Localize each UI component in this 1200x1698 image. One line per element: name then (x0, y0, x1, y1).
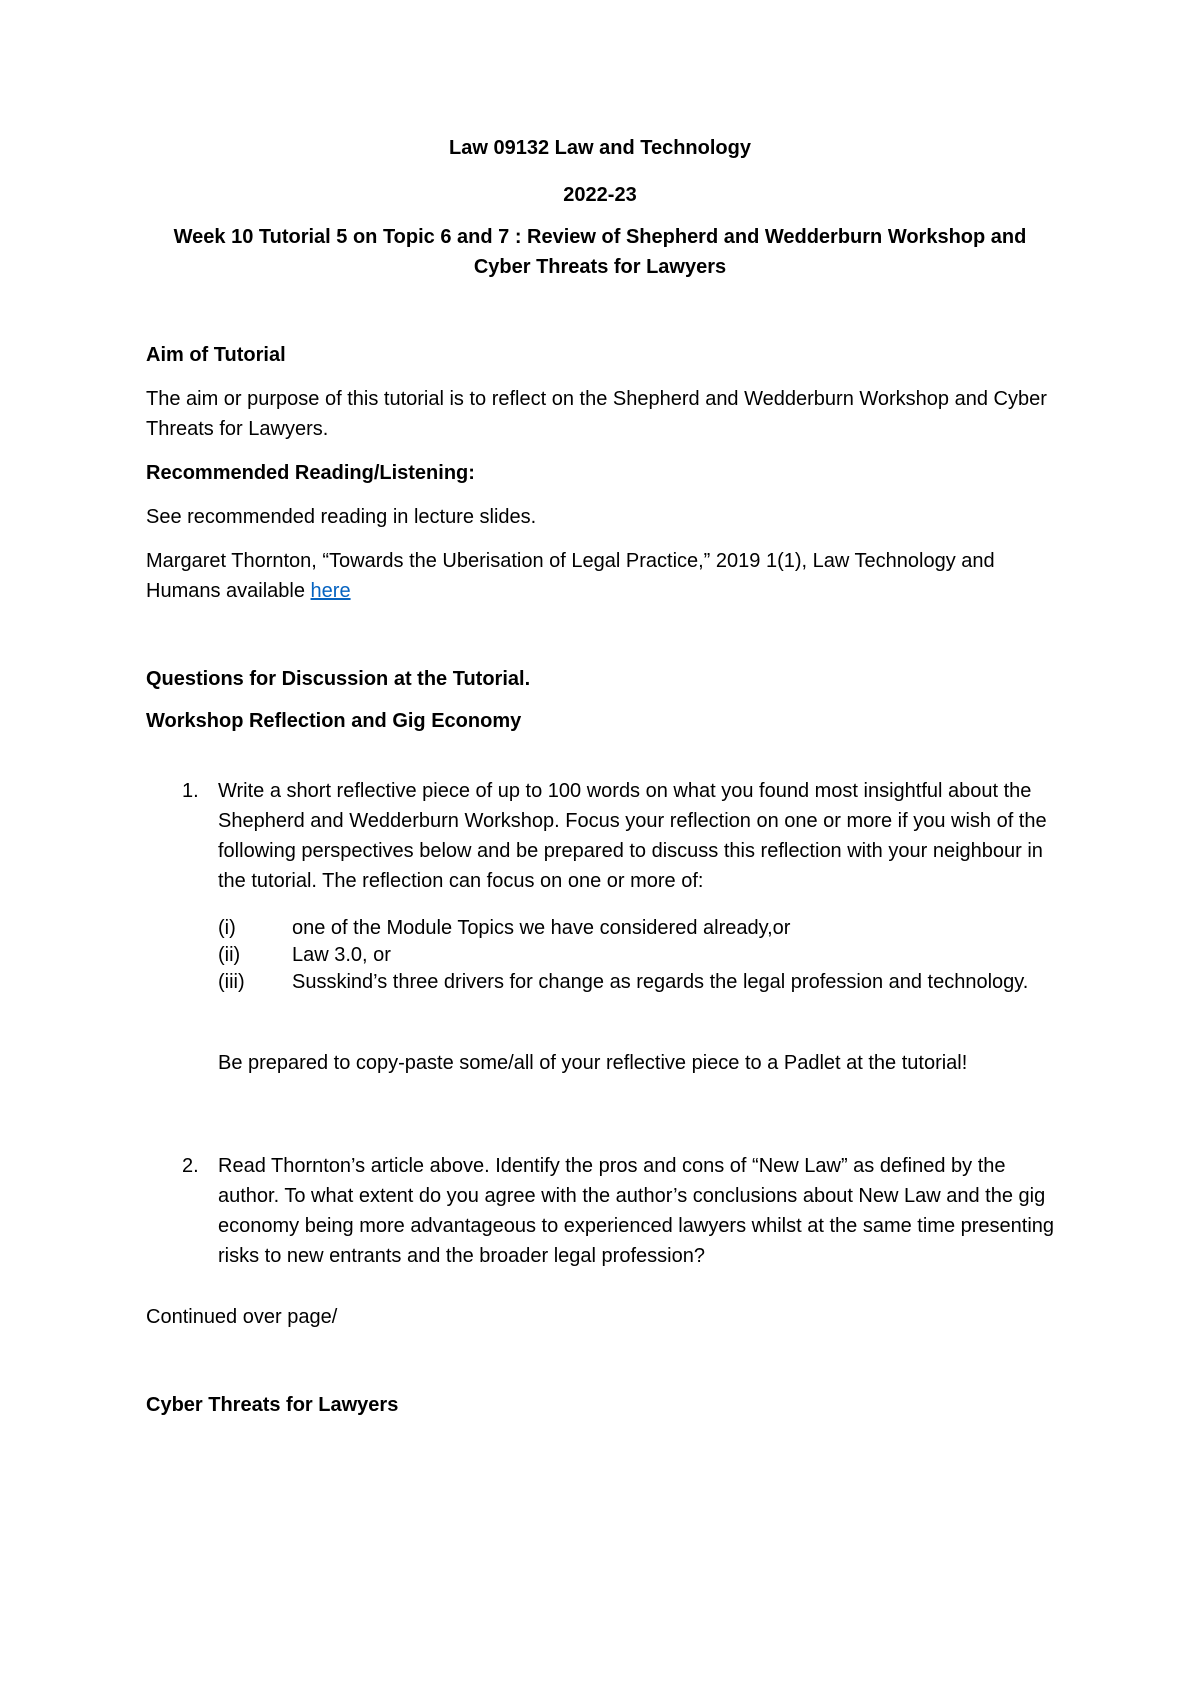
question-1-number: 1. (182, 780, 199, 802)
aim-text: The aim or purpose of this tutorial is to reflect on the Shepherd and Wedderburn Workshop and Cyber Threats for Lawyers. (146, 388, 1047, 440)
questions-heading: Questions for Discussion at the Tutorial. (146, 668, 531, 690)
subitem-1-label: (i) (218, 917, 236, 939)
reading-heading: Recommended Reading/Listening: (146, 462, 475, 484)
citation-text: Margaret Thornton, “Towards the Uberisation of Legal Practice,” 2019 1(1), Law Technology and Humans available (146, 550, 995, 602)
questions-subheading: Workshop Reflection and Gig Economy (146, 710, 522, 732)
question-1-text: Write a short reflective piece of up to 100 words on what you found most insightful about the Shepherd and Wedderburn Workshop. Focus your reflection on one or more if you wish of the following perspectives below and be prepared to discuss this reflection with your neighbour in the tutorial. The reflection can focus on one or more of: (218, 780, 1047, 892)
subitem-2-label: (ii) (218, 944, 241, 966)
question-1-note: Be prepared to copy-paste some/all of your reflective piece to a Padlet at the tutorial! (218, 1052, 968, 1074)
tutorial-title: Week 10 Tutorial 5 on Topic 6 and 7 : Review of Shepherd and Wedderburn Workshop and Cyber Threats for Lawyers (173, 226, 1027, 278)
subitem-2-text: Law 3.0, or (292, 944, 391, 966)
reading-citation (146, 546, 1066, 606)
subitem-1-text: one of the Module Topics we have considered already,or (292, 917, 791, 939)
here-link[interactable]: here (310, 580, 351, 602)
academic-year: 2022-23 (563, 184, 637, 206)
question-2-number: 2. (182, 1155, 199, 1177)
subitem-3-label: (iii) (218, 971, 245, 993)
continued-note: Continued over page/ (146, 1306, 338, 1328)
reading-line: See recommended reading in lecture slides. (146, 506, 537, 528)
course-title: Law 09132 Law and Technology (449, 137, 751, 159)
subitem-3-text: Susskind’s three drivers for change as regards the legal profession and technology. (292, 971, 1029, 993)
question-2-text: Read Thornton’s article above. Identify the pros and cons of “New Law” as defined by the author. To what extent do you agree with the author’s conclusions about New Law and the gig economy being more advantageous to experienced lawyers whilst at the same time presenting risks to new entrants and the broader legal profession? (218, 1155, 1055, 1267)
aim-heading: Aim of Tutorial (146, 344, 286, 366)
cyber-threats-heading: Cyber Threats for Lawyers (146, 1394, 399, 1416)
